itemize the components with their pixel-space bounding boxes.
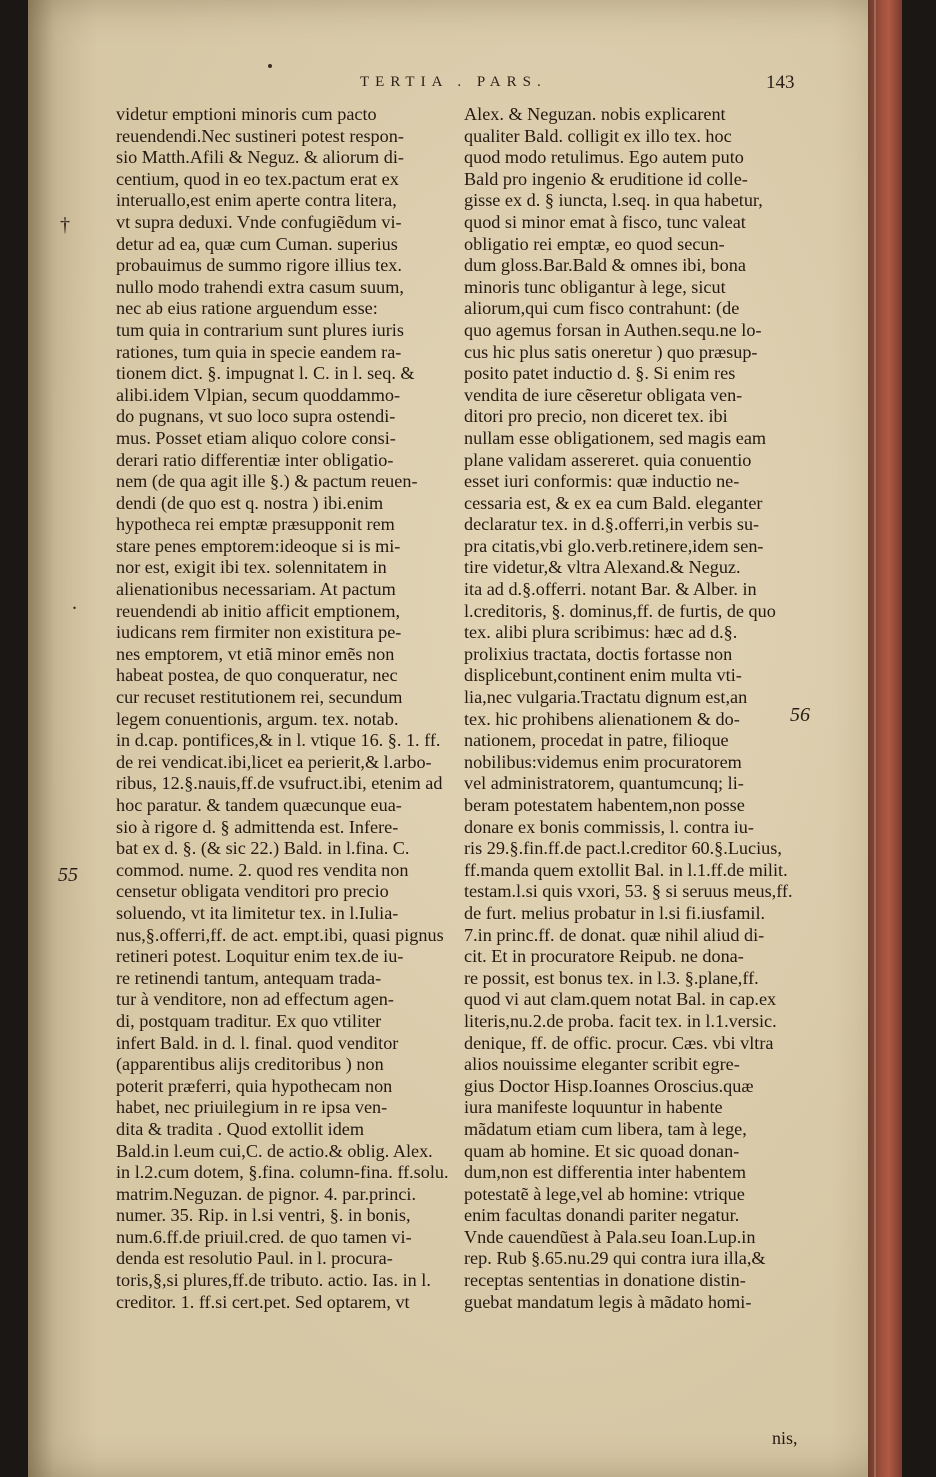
text-line: ditori pro precio, non diceret tex. ibi — [464, 406, 728, 427]
text-line: quo agemus forsan in Authen.sequ.ne lo- — [464, 319, 762, 340]
text-line: esset iuri conformis: quæ inductio ne- — [464, 471, 740, 492]
text-line: displicebunt,continent enim multa vti- — [464, 665, 742, 686]
text-line: enim facultas donandi pariter negatur. — [464, 1205, 740, 1226]
text-line: receptas sententias in donatione distin- — [464, 1270, 746, 1291]
text-line: ribus, 12.§.nauis,ff.de vsufruct.ibi, etenim ad — [116, 773, 443, 794]
text-line: infert Bald. in d. l. final. quod venditor — [116, 1032, 399, 1053]
text-line: de furt. melius probatur in l.si fi.iusfamil. — [464, 902, 766, 923]
text-line: denda est resolutio Paul. in l. procura- — [116, 1248, 393, 1269]
text-line: beram potestatem habentem,non posse — [464, 795, 745, 815]
text-line: nec ab eius ratione arguendum esse: — [116, 298, 378, 319]
text-line: soluendo, vt ita limitetur tex. in l.Iulia- — [116, 902, 399, 923]
text-line: habet, nec priuilegium in re ipsa ven- — [116, 1097, 388, 1118]
text-line: bat ex d. §. (& sic 22.) Bald. in l.fina. C. — [116, 838, 410, 859]
text-line: matrim.Neguzan. de pignor. 4. par.princi. — [116, 1183, 417, 1204]
text-line: interuallo,est enim aperte contra litera, — [116, 190, 397, 211]
text-line: testam.l.si quis vxori, 53. § si seruus meus,ff. — [464, 881, 793, 902]
text-line: Bald.in l.eum cui,C. de actio.& oblig. Alex. — [116, 1140, 433, 1161]
text-line: mãdatum etiam cum libera, tam à lege, — [464, 1118, 747, 1139]
text-line: nus,§.offerri,ff. de act. empt.ibi, quasi pignus — [116, 924, 444, 945]
text-line: poterit præferri, quia hypothecam non — [116, 1075, 393, 1096]
text-line: sio Matth.Afili & Neguz. & aliorum di- — [116, 147, 404, 168]
book-page — [28, 0, 902, 1477]
text-line: retineri potest. Loquitur enim tex.de iu- — [116, 946, 404, 967]
text-line: creditor. 1. ff.si cert.pet. Sed optarem, vt — [116, 1291, 410, 1312]
margin-dagger: † — [60, 214, 70, 236]
text-line: in l.2.cum dotem, §.fina. column-fina. ff.solu. — [116, 1162, 449, 1183]
text-line: habeat postea, de quo conqueratur, nec — [116, 665, 398, 686]
text-line: potestatẽ à lege,vel ab homine: vtrique — [464, 1183, 745, 1204]
text-line: prolixius tractata, doctis fortasse non — [464, 643, 733, 664]
text-line: vel administratorem, quantumcunq; li- — [464, 773, 744, 794]
text-line: declaratur tex. in d.§.offerri,in verbis su- — [464, 514, 760, 535]
text-line: mus. Posset etiam aliquo colore consi- — [116, 427, 396, 448]
text-line: posito patet inductio d. §. Si enim res — [464, 363, 736, 384]
text-line: videtur emptioni minoris cum pacto — [116, 104, 377, 124]
text-line: stare penes emptorem:ideoque si is mi- — [116, 535, 401, 556]
left-column — [116, 104, 450, 1313]
text-line: tionem dict. §. impugnat l. C. in l. seq. & — [116, 363, 415, 384]
text-line: iura manifeste loquuntur in habente — [464, 1097, 723, 1118]
text-line: quod modo retulimus. Ego autem puto — [464, 147, 744, 168]
text-line: dum gloss.Bar.Bald & omnes ibi, bona — [464, 255, 746, 276]
text-line: Alex. & Neguzan. nobis explicarent — [464, 104, 726, 124]
text-line: aliorum,qui cum fisco contrahunt: (de — [464, 298, 740, 319]
text-line: re retinendi tantum, antequam trada- — [116, 967, 382, 988]
text-line: centium, quod in eo tex.pactum erat ex — [116, 168, 399, 189]
text-line: minoris tunc obligantur à lege, sicut — [464, 276, 726, 297]
text-line: nullam esse obligationem, sed magis eam — [464, 427, 767, 448]
text-line: Vnde cauendũest à Pala.seu Ioan.Lup.in — [464, 1226, 756, 1247]
text-line: quod vi aut clam.quem notat Bal. in cap.ex — [464, 989, 777, 1010]
text-line: Bald pro ingenio & eruditione id colle- — [464, 168, 748, 189]
text-line: detur ad ea, quæ cum Cuman. superius — [116, 233, 398, 254]
text-line: iudicans rem firmiter non existitura pe- — [116, 622, 402, 643]
text-line: nullo modo trahendi extra casum suum, — [116, 276, 404, 297]
text-line: guebat mandatum legis à mãdato homi- — [464, 1291, 752, 1312]
text-line: legem conuentionis, argum. tex. notab. — [116, 708, 399, 729]
text-line: commod. nume. 2. quod res vendita non — [116, 859, 409, 880]
ink-dot — [268, 64, 272, 68]
text-line: cur recuset restitutionem rei, secundum — [116, 687, 403, 708]
text-line: lia,nec vulgaria.Tractatu dignum est,an — [464, 687, 748, 708]
text-line: obligatio rei emptæ, eo quod secun- — [464, 233, 725, 254]
text-line: toris,§,si plures,ff.de tributo. actio. Ias. in l. — [116, 1270, 431, 1291]
text-line: tire videtur,& vltra Alexand.& Neguz. — [464, 557, 741, 578]
text-line: num.6.ff.de priuil.cred. de quo tamen vi- — [116, 1226, 412, 1247]
text-line: rep. Rub §.65.nu.29 qui contra iura illa,& — [464, 1248, 766, 1269]
text-line: cit. Et in procuratore Reipub. ne dona- — [464, 946, 744, 967]
text-line: 7.in princ.ff. de donat. quæ nihil aliud di- — [464, 924, 765, 945]
text-line: cessaria est, & ex ea cum Bald. eleganter — [464, 492, 763, 513]
text-line: in d.cap. pontifices,& in l. vtique 16. §. 1. ff. — [116, 730, 441, 751]
text-line: ff.manda quem extollit Bal. in l.1.ff.de milit. — [464, 859, 788, 880]
text-line: reuendendi ab initio afficit emptionem, — [116, 600, 401, 621]
text-line: ita ad d.§.offerri. notant Bar. & Alber. in — [464, 579, 757, 600]
text-line: quod si minor emat à fisco, tunc valeat — [464, 211, 746, 232]
text-line: do pugnans, vt suo loco supra ostendi- — [116, 406, 396, 427]
text-line: derari ratio differentiæ inter obligatio- — [116, 449, 394, 470]
text-line: literis,nu.2.de proba. facit tex. in l.1.versic. — [464, 1010, 777, 1031]
text-line: cus hic plus satis oneretur ) quo præsup- — [464, 341, 758, 362]
text-line: tex. hic prohibens alienationem & do- — [464, 708, 740, 729]
text-line: dum,non est differentia inter habentem — [464, 1162, 746, 1183]
right-column — [464, 104, 800, 1313]
text-line: nem (de qua agit ille §.) & pactum reuen- — [116, 471, 418, 492]
folio-number: 143 — [766, 72, 795, 93]
text-line: dendi (de quo est q. nostra ) ibi.enim — [116, 492, 384, 513]
text-line: pra citatis,vbi glo.verb.retinere,idem sen- — [464, 535, 764, 556]
text-line: hypotheca rei emptæ præsupponit rem — [116, 514, 395, 535]
margin-bullet: . — [72, 592, 77, 614]
text-line: tum quia in contrarium sunt plures iuris — [116, 319, 404, 340]
text-line: alienationibus necessariam. At pactum — [116, 579, 396, 600]
text-line: qualiter Bald. colligit ex illo tex. hoc — [464, 125, 732, 146]
text-line: nationem, procedat in patre, filioque — [464, 730, 729, 751]
text-line: re possit, est bonus tex. in l.3. §.plane,ff. — [464, 967, 759, 988]
page-fore-edge — [868, 0, 902, 1477]
text-line: ris 29.§.fin.ff.de pact.l.creditor 60.§.Lucius, — [464, 838, 782, 859]
text-line: nes emptorem, vt etiã minor emẽs non — [116, 643, 395, 664]
text-line: dita & tradita . Quod extollit idem — [116, 1118, 365, 1139]
text-line: vendita de iure cẽseretur obligata ven- — [464, 384, 743, 405]
text-line: de rei vendicat.ibi,licet ea perierit,& l.arbo- — [116, 751, 432, 772]
margin-note-55: 55 — [58, 864, 78, 886]
text-line: denique, ff. de offic. procur. Cæs. vbi vltra — [464, 1032, 774, 1053]
text-line: tur à venditore, non ad effectum agen- — [116, 989, 394, 1010]
text-line: censetur obligata venditori pro precio — [116, 881, 389, 902]
text-line: di, postquam traditur. Ex quo vtiliter — [116, 1010, 382, 1031]
text-line: plane validam assereret. quia conuentio — [464, 449, 752, 470]
text-line: quam ab homine. Et sic quoad donan- — [464, 1140, 740, 1161]
text-line: hoc paratur. & tandem quæcunque eua- — [116, 795, 402, 815]
text-line: nobilibus:videmus enim procuratorem — [464, 751, 742, 772]
catchword: nis, — [772, 1428, 798, 1448]
text-line: vt supra deduxi. Vnde confugiẽdum vi- — [116, 211, 402, 232]
text-line: numer. 35. Rip. in l.si ventri, §. in bonis, — [116, 1205, 411, 1226]
text-line: rationes, tum quia in specie eandem ra- — [116, 341, 402, 362]
text-line: (apparentibus alijs creditoribus ) non — [116, 1054, 384, 1075]
text-line: tex. alibi plura scribimus: hæc ad d.§. — [464, 622, 738, 643]
text-line: nor est, exigit ibi tex. solennitatem in — [116, 557, 387, 578]
text-line: l.creditoris, §. dominus,ff. de furtis, de quo — [464, 600, 776, 621]
text-line: alibi.idem Vlpian, secum quoddammo- — [116, 384, 401, 405]
text-line: probauimus de summo rigore illius tex. — [116, 255, 402, 276]
text-line: alios nouissime eleganter scribit egre- — [464, 1054, 740, 1075]
text-line: gisse ex d. § iuncta, l.seq. in qua habetur, — [464, 190, 763, 211]
text-line: sio à rigore d. § admittenda est. Infere- — [116, 816, 399, 837]
text-line: gius Doctor Hisp.Ioannes Oroscius.quæ — [464, 1075, 754, 1096]
text-line: reuendendi.Nec sustineri potest respon- — [116, 125, 404, 146]
text-line: donare ex bonis commissis, l. contra iu- — [464, 816, 754, 837]
margin-note-56: 56 — [790, 704, 810, 726]
running-head: TERTIA . PARS. — [360, 74, 547, 90]
